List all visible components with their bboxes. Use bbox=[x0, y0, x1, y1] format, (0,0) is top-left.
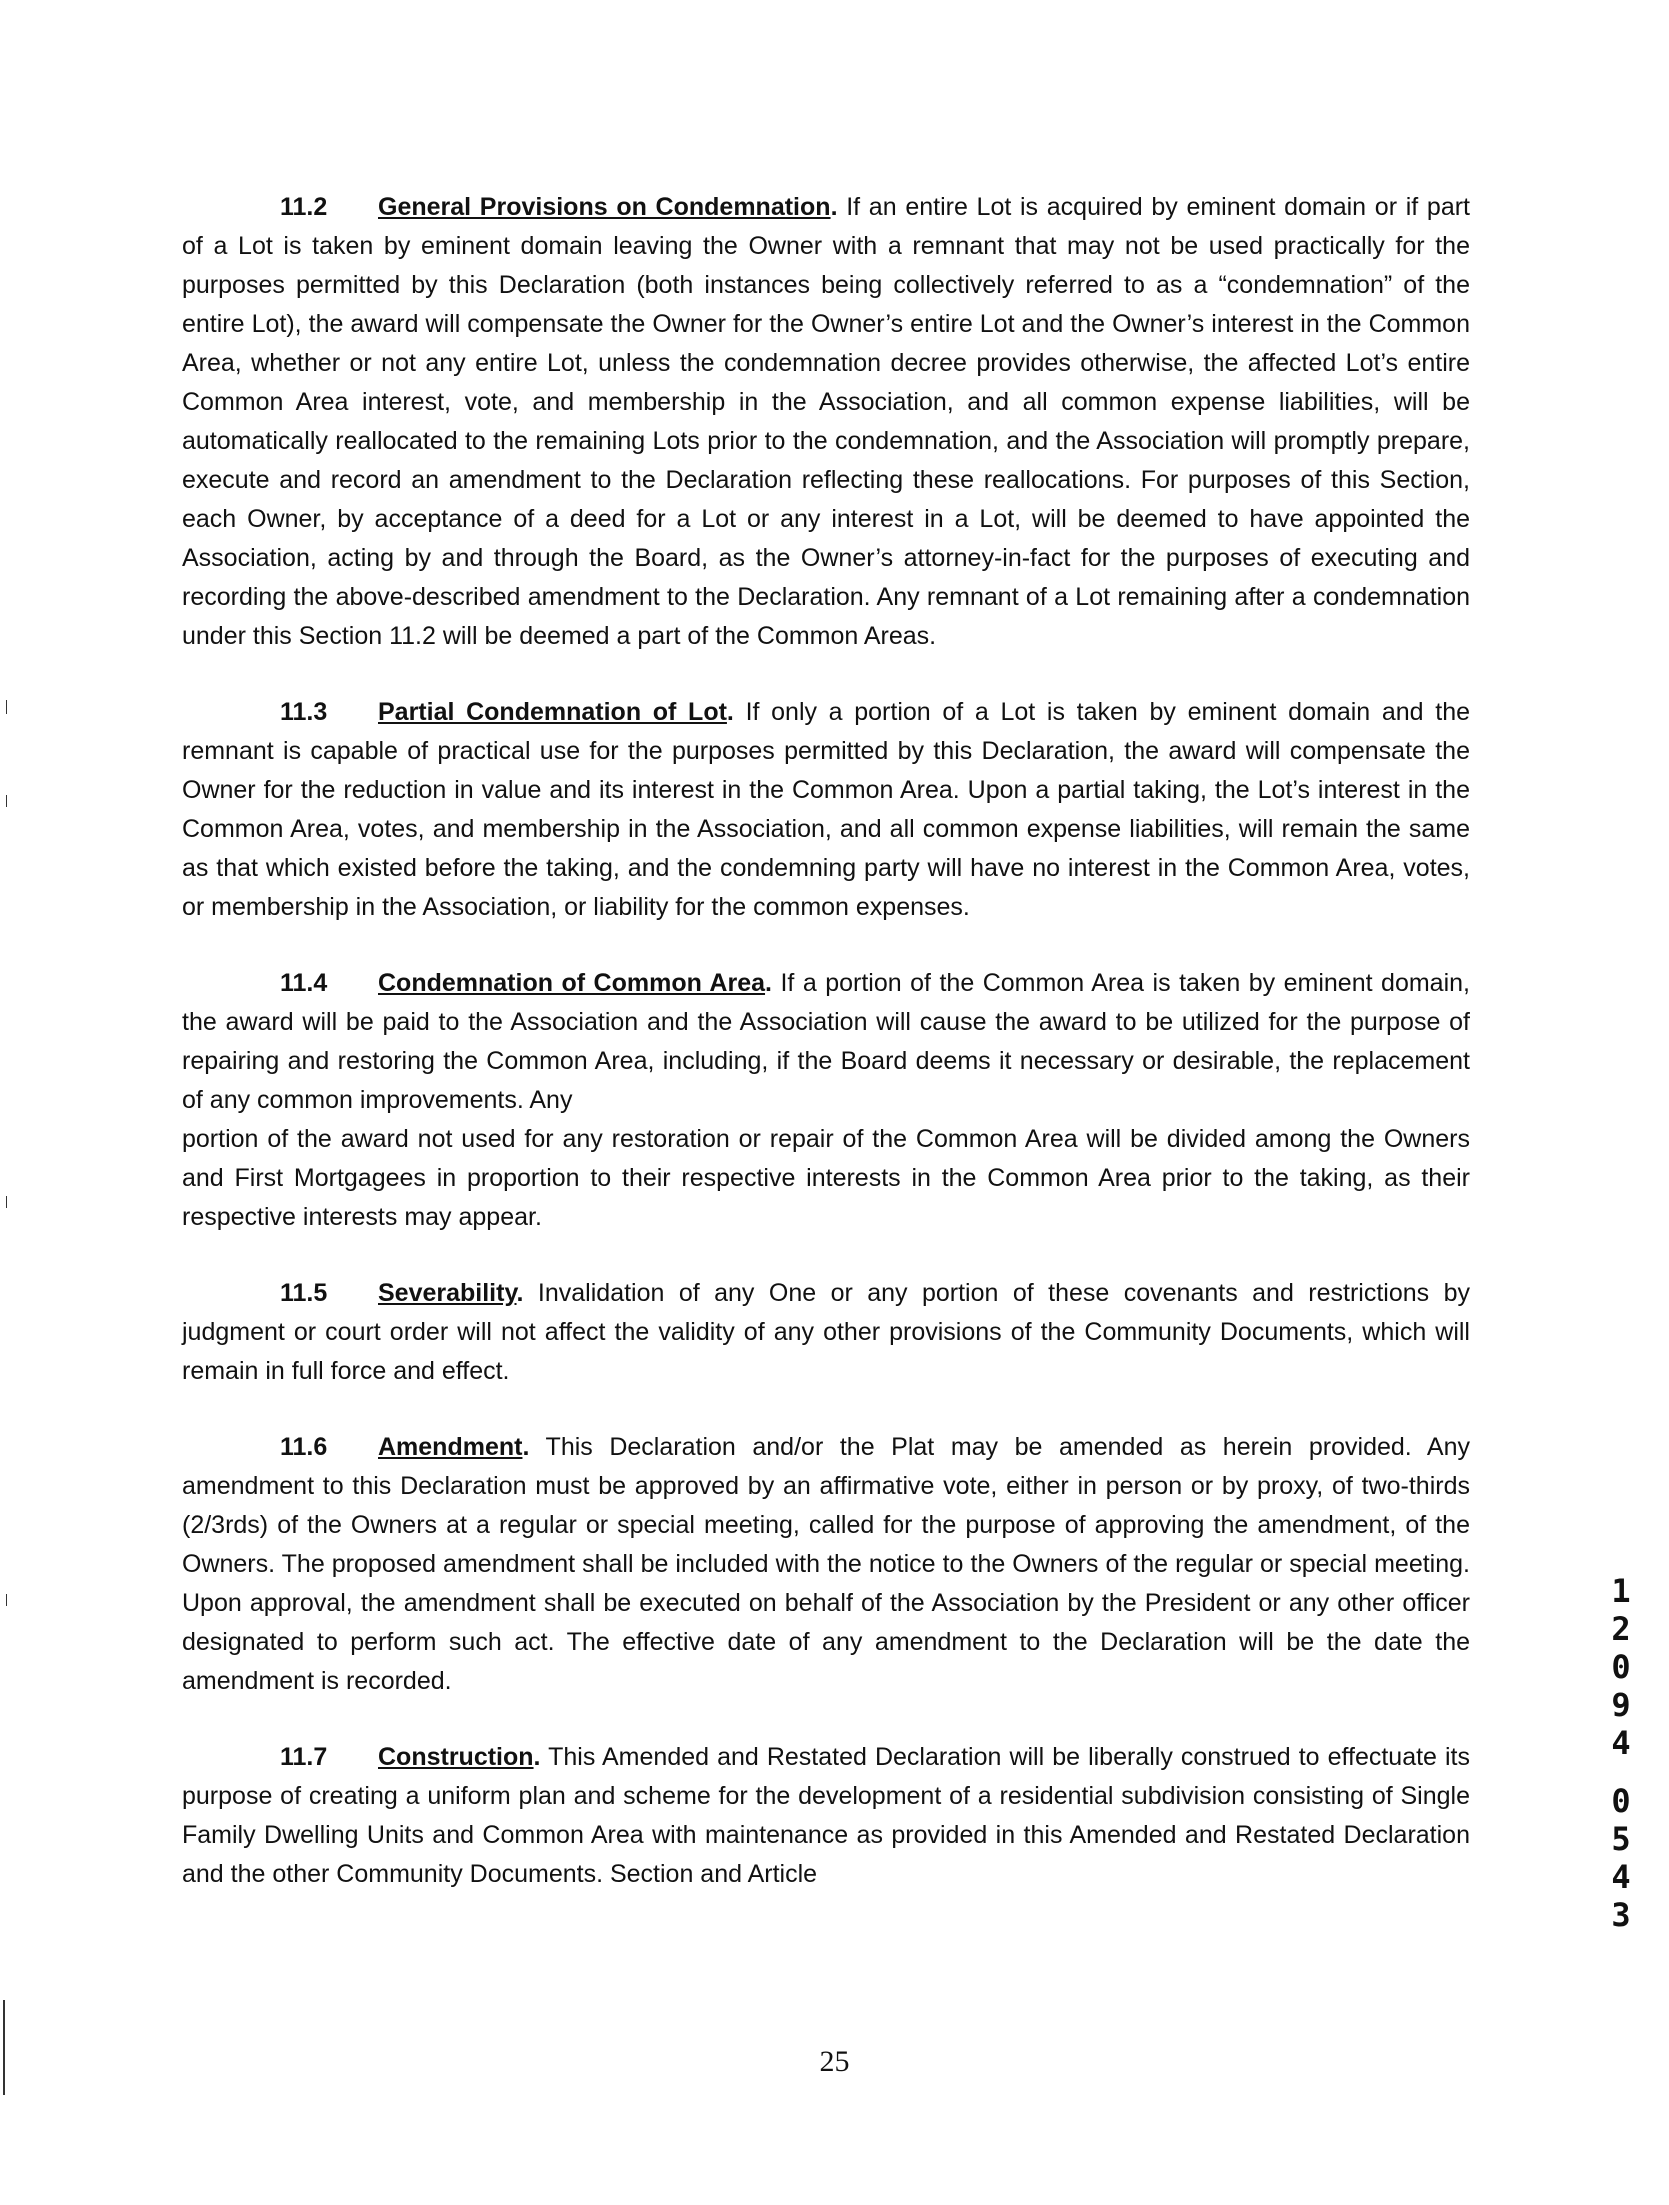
section-number: 11.4 bbox=[280, 969, 328, 997]
recording-number-group-1 bbox=[1601, 1572, 1641, 1762]
section-number: 11.5 bbox=[280, 1279, 328, 1307]
recording-digit: 4 bbox=[1611, 1724, 1631, 1762]
section-11-5: 11.5 Severability. Invalidation of any One or any portion of these covenants and restrictions by judgment or court order will not affect the validity of any other provisions of the Community Documents, which will remain in full force and effect. bbox=[182, 1274, 1470, 1391]
section-11-3: 11.3 Partial Condemnation of Lot. If only a portion of a Lot is taken by eminent domain and the remnant is capable of practical use for the purposes permitted by this Declaration, the award will compensate the Owner for the reduction in value and its interest in the Common Area. Upon a partial taking, the Lot’s interest in the Common Area, votes, and membership in the Association, and all common expense liabilities, will remain the same as that which existed before the taking, and the condemning party will have no interest in the Common Area, votes, or membership in the Association, or liability for the common expenses. bbox=[182, 693, 1470, 927]
section-body-continued: portion of the award not used for any restoration or repair of the Common Area will be divided among the Owners and First Mortgagees in proportion to their respective interests in the Common Area prior to the taking, as their respective interests may appear. bbox=[182, 1125, 1470, 1231]
recording-digit: 0 bbox=[1611, 1782, 1631, 1820]
section-body: This Declaration and/or the Plat may be amended as herein provided. Any amendment to this Declaration must be approved by an affirmative vote, either in person or by proxy, of two-thirds (2/3rds) of the Owners at a regular or special meeting, called for the purpose of approving the amendment, of the Owners. The proposed amendment shall be included with the notice to the Owners of the regular or special meeting. Upon approval, the amendment shall be executed on behalf of the Association by the President or any other officer designated to perform such act. The effective date of any amendment to the Declaration will be the date the amendment is recorded. bbox=[182, 1433, 1470, 1695]
section-11-2: 11.2 General Provisions on Condemnation. If an entire Lot is acquired by eminent domain or if part of a Lot is taken by eminent domain leaving the Owner with a remnant that may not be used practically for the purposes permitted by this Declaration (both instances being collectively referred to as a “condemnation” of the entire Lot), the award will compensate the Owner for the Owner’s entire Lot and the Owner’s interest in the Common Area, whether or not any entire Lot, unless the condemnation decree provides otherwise, the affected Lot’s entire Common Area interest, vote, and membership in the Association, and all common expense liabilities, will be automatically reallocated to the remaining Lots prior to the condemnation, and the Association will promptly prepare, execute and record an amendment to the Declaration reflecting these reallocations. For purposes of this Section, each Owner, by acceptance of a deed for a Lot or any interest in a Lot, will be deemed to have appointed the Association, acting by and through the Board, as the Owner’s attorney-in-fact for the purposes of executing and recording the above-described amendment to the Declaration. Any remnant of a Lot remaining after a condemnation under this Section 11.2 will be deemed a part of the Common Areas. bbox=[182, 188, 1470, 656]
recording-digit: 0 bbox=[1611, 1648, 1631, 1686]
recording-digit: 3 bbox=[1611, 1896, 1631, 1934]
section-title: General Provisions on Condemnation bbox=[378, 193, 831, 221]
scan-margin-mark bbox=[6, 1594, 7, 1606]
section-11-6: 11.6 Amendment. This Declaration and/or the Plat may be amended as herein provided. Any amendment to this Declaration must be approved by an affirmative vote, either in person or by proxy, of two-thirds (2/3rds) of the Owners at a regular or special meeting, called for the purpose of approving the amendment, of the Owners. The proposed amendment shall be included with the notice to the Owners of the regular or special meeting. Upon approval, the amendment shall be executed on behalf of the Association by the President or any other officer designated to perform such act. The effective date of any amendment to the Declaration will be the date the amendment is recorded. bbox=[182, 1428, 1470, 1701]
section-number: 11.6 bbox=[280, 1433, 328, 1461]
section-body: If only a portion of a Lot is taken by eminent domain and the remnant is capable of practical use for the purposes permitted by this Declaration, the award will compensate the Owner for the reduction in value and its interest in the Common Area. Upon a partial taking, the Lot’s interest in the Common Area, votes, and membership in the Association, and all common expense liabilities, will remain the same as that which existed before the taking, and the condemning party will have no interest in the Common Area, votes, or membership in the Association, or liability for the common expenses. bbox=[182, 698, 1471, 921]
section-title: Condemnation of Common Area bbox=[378, 969, 766, 997]
recording-digit: 1 bbox=[1611, 1572, 1631, 1610]
section-body: If an entire Lot is acquired by eminent domain or if part of a Lot is taken by eminent domain leaving the Owner with a remnant that may not be used practically for the purposes permitted by this Declaration (both instances being collectively referred to as a “condemnation” of the entire Lot), the award will compensate the Owner for the Owner’s entire Lot and the Owner’s interest in the Common Area, whether or not any entire Lot, unless the condemnation decree provides otherwise, the affected Lot’s entire Common Area interest, vote, and membership in the Association, and all common expense liabilities, will be automatically reallocated to the remaining Lots prior to the condemnation, and the Association will promptly prepare, execute and record an amendment to the Declaration reflecting these reallocations. For purposes of this Section, each Owner, by acceptance of a deed for a Lot or any interest in a Lot, will be deemed to have appointed the Association, acting by and through the Board, as the Owner’s attorney-in-fact for the purposes of executing and recording the above-described amendment to the Declaration. Any remnant of a Lot remaining after a condemnation under this Section 11.2 will be deemed a part of the Common Areas. bbox=[182, 193, 1470, 650]
section-title: Partial Condemnation of Lot bbox=[378, 698, 727, 726]
section-title: Construction bbox=[378, 1743, 534, 1771]
section-number: 11.3 bbox=[280, 698, 328, 726]
recording-number-group-2 bbox=[1601, 1782, 1641, 1934]
section-11-4-continued bbox=[182, 1120, 1470, 1237]
recording-number bbox=[1601, 1572, 1641, 1934]
scan-margin-mark bbox=[6, 1196, 7, 1208]
page-number: 25 bbox=[819, 2045, 850, 2078]
section-body: This Amended and Restated Declaration will be liberally construed to effectuate its purpose of creating a uniform plan and scheme for the development of a residential subdivision consisting of Single Family Dwelling Units and Common Area with maintenance as provided in this Amended and Restated Declaration and the other Community Documents. Section and Article bbox=[182, 1743, 1471, 1888]
recording-digit: 2 bbox=[1611, 1610, 1631, 1648]
section-body: Invalidation of any One or any portion of these covenants and restrictions by judgment or court order will not affect the validity of any other provisions of the Community Documents, which will remain in full force and effect. bbox=[182, 1279, 1470, 1385]
section-11-4: 11.4 Condemnation of Common Area. If a portion of the Common Area is taken by eminent domain, the award will be paid to the Association and the Association will cause the award to be utilized for the purpose of repairing and restoring the Common Area, including, if the Board deems it necessary or desirable, the replacement of any common improvements. Any bbox=[182, 964, 1470, 1120]
section-title: Severability bbox=[378, 1279, 517, 1307]
section-number: 11.7 bbox=[280, 1743, 328, 1771]
document-body bbox=[182, 188, 1470, 1931]
section-title: Amendment bbox=[378, 1433, 523, 1461]
recording-digit: 5 bbox=[1611, 1820, 1631, 1858]
section-number: 11.2 bbox=[280, 193, 328, 221]
section-11-7: 11.7 Construction. This Amended and Restated Declaration will be liberally construed to effectuate its purpose of creating a uniform plan and scheme for the development of a residential subdivision consisting of Single Family Dwelling Units and Common Area with maintenance as provided in this Amended and Restated Declaration and the other Community Documents. Section and Article bbox=[182, 1738, 1470, 1894]
scan-margin-mark bbox=[3, 2000, 5, 2095]
scan-margin-mark bbox=[6, 795, 7, 807]
recording-digit: 4 bbox=[1611, 1858, 1631, 1896]
scan-margin-mark bbox=[6, 700, 7, 714]
recording-digit: 9 bbox=[1611, 1686, 1631, 1724]
section-body: If a portion of the Common Area is taken by eminent domain, the award will be paid to the Association and the Association will cause the award to be utilized for the purpose of repairing and restoring the Common Area, including, if the Board deems it necessary or desirable, the replacement of any common improvements. Any bbox=[182, 969, 1470, 1114]
